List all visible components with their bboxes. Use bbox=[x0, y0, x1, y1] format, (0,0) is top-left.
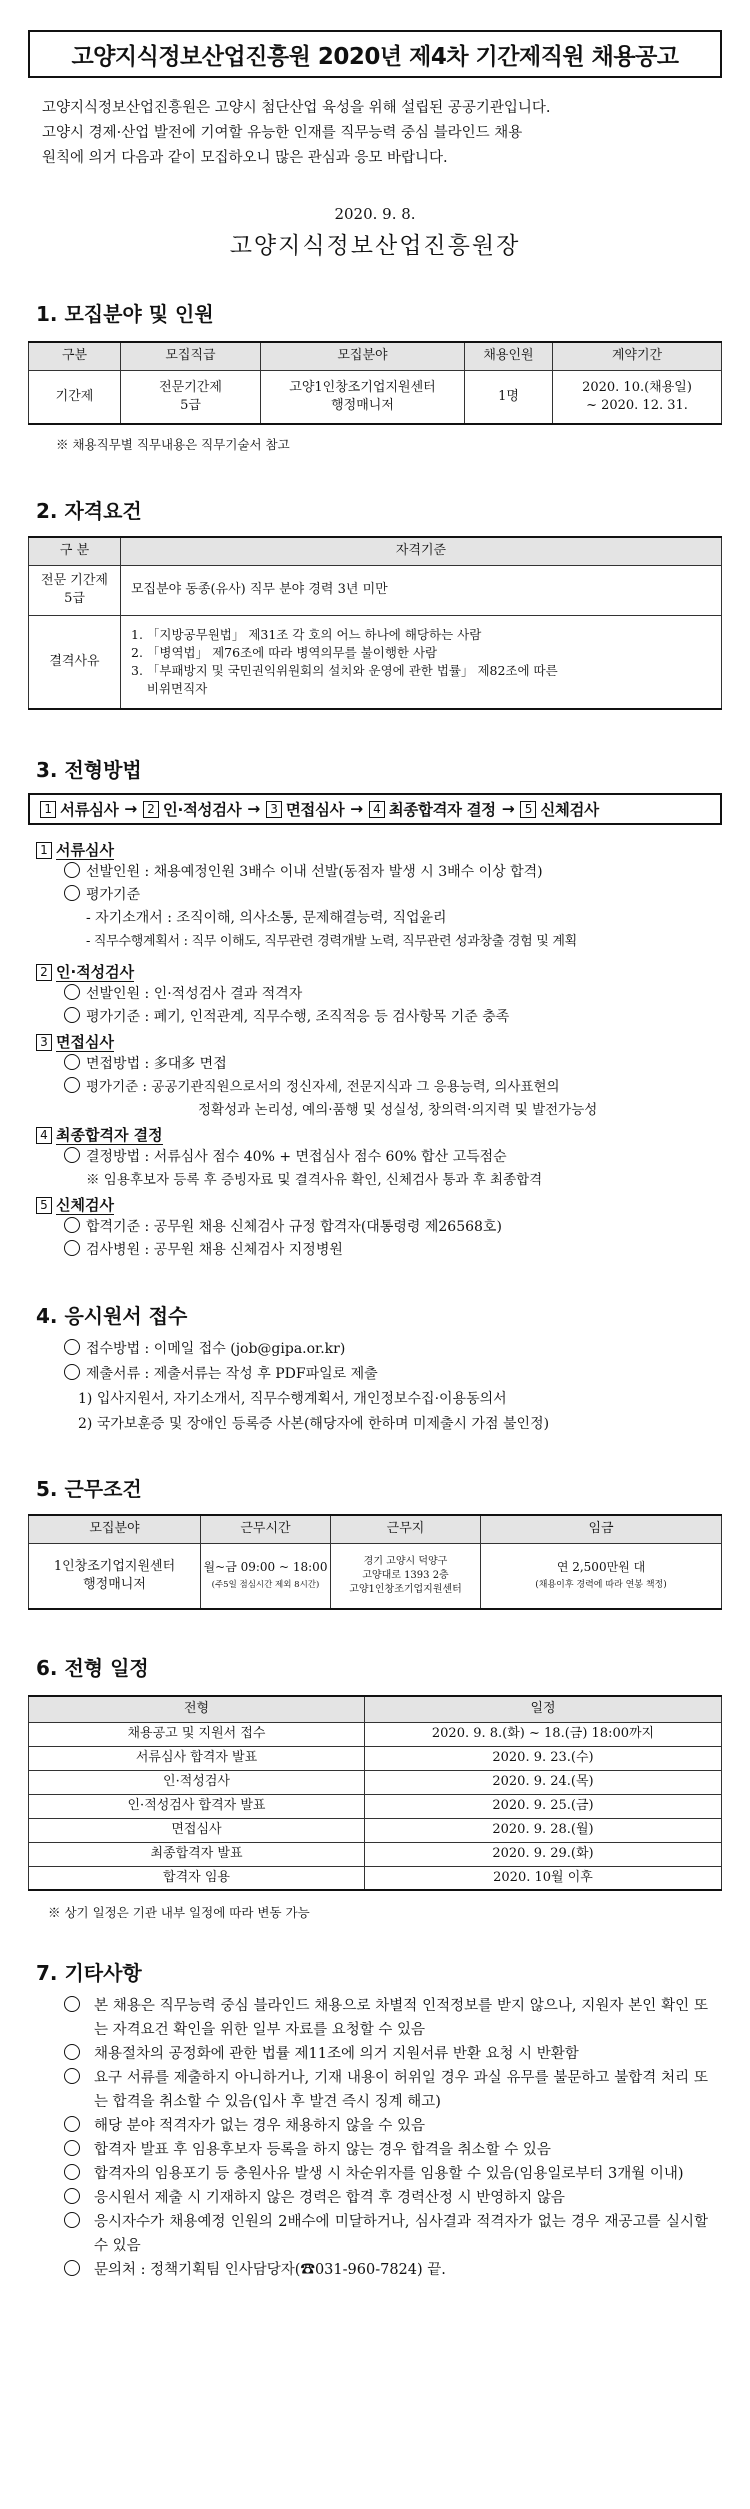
table-header: 계약기간 bbox=[553, 342, 722, 370]
section-1-title: 1. 모집분야 및 인원 bbox=[36, 302, 214, 326]
cell-line: (채용이후 경력에 따라 연봉 책정) bbox=[535, 1579, 667, 1590]
circle-bullet-icon bbox=[64, 2164, 80, 2180]
table-cell: 면접심사 bbox=[29, 1818, 365, 1842]
table-cell bbox=[121, 615, 722, 709]
cell-line: 고양대로 1393 2층 bbox=[362, 1569, 449, 1581]
flow-step: 신체검사 bbox=[540, 801, 599, 819]
stage-title: 면접심사 bbox=[56, 1033, 114, 1051]
cell-line: 월~금 09:00 ~ 18:00 bbox=[203, 1559, 328, 1574]
item-text: 합격자의 임용포기 등 충원사유 발생 시 차순위자를 임용할 수 있음(임용일로부터 3개월 이내) bbox=[94, 2166, 684, 2182]
table-header: 구 분 bbox=[29, 537, 121, 565]
step-number: 5 bbox=[36, 1197, 52, 1214]
cell-line: 전문 기간제 bbox=[41, 573, 108, 588]
stage-aptitude-test bbox=[28, 961, 722, 1029]
stage-final-decision bbox=[28, 1124, 722, 1192]
item-text: 응시자수가 채용예정 인원의 2배수에 미달하거나, 심사결과 적격자가 없는 경우 재공고를 실시할 수 있음 bbox=[94, 2214, 708, 2254]
circle-bullet-icon bbox=[64, 1240, 80, 1256]
circle-bullet-icon bbox=[64, 1077, 80, 1093]
stage-interview bbox=[28, 1031, 722, 1122]
table-cell bbox=[553, 370, 722, 424]
stage-line bbox=[64, 861, 722, 884]
table-cell bbox=[261, 370, 465, 424]
stage-physical-exam bbox=[28, 1194, 722, 1262]
cell-line: 경기 고양시 덕양구 bbox=[363, 1555, 448, 1567]
cell-line: 1인창조기업지원센터 bbox=[53, 1558, 176, 1574]
table-cell bbox=[121, 370, 261, 424]
cell-line: 2020. 10.(채용일) bbox=[582, 379, 692, 395]
stage-line: 정확성과 논리성, 예의·품행 및 성실성, 창의력·의지력 및 발전가능성 bbox=[198, 1102, 598, 1118]
item-text: 해당 분야 적격자가 없는 경우 채용하지 않을 수 있음 bbox=[94, 2118, 426, 2134]
item-text: 본 채용은 직무능력 중심 블라인드 채용으로 차별적 인적정보를 받지 않으나, 지원자 본인 확인 또는 자격요건 확인을 위한 일부 자료를 요청할 수 있음 bbox=[94, 1998, 708, 2038]
circle-bullet-icon bbox=[64, 2188, 80, 2204]
schedule-table bbox=[28, 1695, 722, 1891]
table-row bbox=[29, 1794, 722, 1818]
list-item bbox=[64, 2066, 708, 2114]
table-header: 채용인원 bbox=[465, 342, 553, 370]
other-notes-list bbox=[64, 1994, 708, 2282]
table-cell: 2020. 9. 29.(화) bbox=[365, 1842, 722, 1866]
stage-title: 인·적성검사 bbox=[56, 963, 135, 981]
table-cell: 서류심사 합격자 발표 bbox=[29, 1746, 365, 1770]
step-number: 4 bbox=[369, 801, 385, 818]
item-text: 응시원서 제출 시 기재하지 않은 경력은 합격 후 경력산정 시 반영하지 않음 bbox=[94, 2190, 565, 2206]
list-item bbox=[64, 2186, 708, 2210]
application-line: 2) 국가보훈증 및 장애인 등록증 사본(해당자에 한하며 미제출시 가점 불인정) bbox=[78, 1416, 550, 1432]
step-number: 5 bbox=[520, 801, 536, 818]
table-header: 모집직급 bbox=[121, 342, 261, 370]
list-item bbox=[64, 2210, 708, 2258]
stage-document-review bbox=[28, 839, 722, 953]
circle-bullet-icon bbox=[64, 1339, 80, 1355]
item-text: 합격자 발표 후 임용후보자 등록을 하지 않는 경우 합격을 취소할 수 있음 bbox=[94, 2142, 551, 2158]
organization-name: 고양지식정보산업진흥원장 bbox=[229, 233, 521, 259]
cell-line: 고양1인창조기업지원센터 bbox=[289, 379, 436, 395]
arrow-icon: → bbox=[350, 800, 363, 818]
table-cell: 2020. 9. 24.(목) bbox=[365, 1770, 722, 1794]
step-number: 1 bbox=[36, 842, 52, 859]
list-item bbox=[64, 2258, 708, 2282]
stage-title: 서류심사 bbox=[56, 841, 114, 859]
section-5-title: 5. 근무조건 bbox=[36, 1477, 142, 1501]
section-1-note: ※ 채용직무별 직무내용은 직무기술서 참고 bbox=[56, 437, 290, 452]
page-title: 고양지식정보산업진흥원 2020년 제4차 기간제직원 채용공고 bbox=[71, 43, 679, 70]
announcement-date: 2020. 9. 8. bbox=[334, 205, 416, 223]
step-number: 2 bbox=[143, 801, 159, 818]
stage-heading bbox=[36, 1194, 722, 1216]
circle-bullet-icon bbox=[64, 1996, 80, 2012]
line-text: 제출서류 : 제출서류는 작성 후 PDF파일로 제출 bbox=[86, 1366, 378, 1382]
stage-heading bbox=[36, 961, 722, 983]
circle-bullet-icon bbox=[64, 2068, 80, 2084]
cell-line: 고양1인창조기업지원센터 bbox=[349, 1583, 462, 1595]
circle-bullet-icon bbox=[64, 2260, 80, 2276]
table-row bbox=[29, 1818, 722, 1842]
qualification-table bbox=[28, 536, 722, 710]
cell-line: 5급 bbox=[180, 397, 201, 413]
circle-bullet-icon bbox=[64, 1054, 80, 1070]
circle-bullet-icon bbox=[64, 1217, 80, 1233]
cell-line: 연 2,500만원 대 bbox=[556, 1559, 646, 1574]
stage-heading bbox=[36, 1031, 722, 1053]
cell-line: 행정매니저 bbox=[83, 1576, 146, 1592]
stage-line bbox=[64, 1216, 722, 1239]
table-row bbox=[29, 370, 722, 424]
line-text: 합격기준 : 공무원 채용 신체검사 규정 합격자(대통령령 제26568호) bbox=[86, 1219, 502, 1235]
step-number: 4 bbox=[36, 1127, 52, 1144]
cell-line: (주5일 점심시간 제외 8시간) bbox=[211, 1579, 320, 1590]
list-item bbox=[64, 2162, 708, 2186]
stage-line bbox=[64, 1146, 722, 1169]
flow-step: 인·적성검사 bbox=[162, 801, 242, 819]
flow-step: 서류심사 bbox=[60, 801, 119, 819]
line-text: 평가기준 : 폐기, 인적관계, 직무수행, 조직적응 등 검사항목 기준 충족 bbox=[86, 1009, 510, 1025]
arrow-icon: → bbox=[501, 800, 515, 818]
table-header: 근무시간 bbox=[201, 1515, 331, 1543]
table-header: 모집분야 bbox=[29, 1515, 201, 1543]
arrow-icon: → bbox=[247, 800, 260, 818]
table-row bbox=[29, 615, 722, 709]
table-row bbox=[29, 1842, 722, 1866]
working-conditions-table bbox=[28, 1514, 722, 1610]
line-text: 평가기준 bbox=[86, 887, 141, 903]
table-header: 임금 bbox=[481, 1515, 722, 1543]
stage-title: 최종합격자 결정 bbox=[56, 1126, 163, 1144]
cell-line: 행정매니저 bbox=[331, 397, 394, 413]
circle-bullet-icon bbox=[64, 2044, 80, 2060]
circle-bullet-icon bbox=[64, 2116, 80, 2132]
circle-bullet-icon bbox=[64, 2140, 80, 2156]
table-header: 일정 bbox=[365, 1696, 722, 1722]
stage-note: ※ 임용후보자 등록 후 증빙자료 및 결격사유 확인, 신체검사 통과 후 최종합격 bbox=[86, 1172, 543, 1188]
line-text: 면접방법 : 多대多 면접 bbox=[86, 1056, 227, 1072]
circle-bullet-icon bbox=[64, 885, 80, 901]
flow-step: 최종합격자 결정 bbox=[388, 801, 496, 819]
stage-line bbox=[64, 1239, 722, 1262]
cell-line: 3. 「부패방지 및 국민권익위원회의 설치와 운영에 관한 법률」 제82조에 따른 bbox=[131, 662, 558, 678]
table-cell: 최종합격자 발표 bbox=[29, 1842, 365, 1866]
flow-step: 면접심사 bbox=[285, 801, 345, 819]
table-cell bbox=[29, 565, 121, 615]
stage-line: - 직무수행계획서 : 직무 이해도, 직무관련 경력개발 노력, 직무관련 성과창출 경험 및 계획 bbox=[86, 934, 577, 949]
step-number: 3 bbox=[266, 801, 282, 818]
table-cell: 2020. 9. 23.(수) bbox=[365, 1746, 722, 1770]
item-text: 문의처 : 정책기획팀 인사담당자(☎031-960-7824) 끝. bbox=[94, 2262, 446, 2278]
line-text: 검사병원 : 공무원 채용 신체검사 지정병원 bbox=[86, 1242, 343, 1258]
section-6-title: 6. 전형 일정 bbox=[36, 1656, 149, 1680]
cell-line: 1. 「지방공무원법」 제31조 각 호의 어느 하나에 해당하는 사람 bbox=[131, 626, 482, 642]
step-number: 3 bbox=[36, 1034, 52, 1051]
circle-bullet-icon bbox=[64, 1147, 80, 1163]
cell-line: 전문기간제 bbox=[159, 379, 222, 395]
table-cell: 모집분야 동종(유사) 직무 분야 경력 3년 미만 bbox=[121, 565, 722, 615]
application-line: 1) 입사지원서, 자기소개서, 직무수행계획서, 개인정보수집·이용동의서 bbox=[78, 1391, 507, 1407]
stage-line bbox=[64, 1076, 722, 1099]
application-line bbox=[64, 1362, 722, 1387]
table-cell: 기간제 bbox=[29, 370, 121, 424]
table-cell: 인·적성검사 bbox=[29, 1770, 365, 1794]
circle-bullet-icon bbox=[64, 2212, 80, 2228]
table-row bbox=[29, 1746, 722, 1770]
table-row bbox=[29, 1770, 722, 1794]
table-cell bbox=[201, 1543, 331, 1609]
table-row bbox=[29, 1722, 722, 1746]
table-header: 근무지 bbox=[331, 1515, 481, 1543]
table-cell: 채용공고 및 지원서 접수 bbox=[29, 1722, 365, 1746]
table-cell: 1명 bbox=[465, 370, 553, 424]
intro-line: 고양지식정보산업진흥원은 고양시 첨단산업 육성을 위해 설립된 공공기관입니다. bbox=[42, 100, 551, 116]
stage-title: 신체검사 bbox=[56, 1196, 114, 1214]
arrow-icon: → bbox=[124, 800, 137, 818]
line-text: 선발인원 : 인·적성검사 결과 적격자 bbox=[86, 986, 303, 1002]
circle-bullet-icon bbox=[64, 1364, 80, 1380]
cell-line: 5급 bbox=[64, 591, 85, 606]
stage-line: - 자기소개서 : 조직이해, 의사소통, 문제해결능력, 직업윤리 bbox=[86, 910, 447, 926]
table-row bbox=[29, 1543, 722, 1609]
section-3-title: 3. 전형방법 bbox=[36, 758, 142, 782]
table-cell: 2020. 9. 25.(금) bbox=[365, 1794, 722, 1818]
line-text: 선발인원 : 채용예정인원 3배수 이내 선발(동점자 발생 시 3배수 이상 합격) bbox=[86, 864, 543, 880]
section-6-note: ※ 상기 일정은 기관 내부 일정에 따라 변동 가능 bbox=[48, 1905, 310, 1920]
line-text: 접수방법 : 이메일 접수 (job@gipa.or.kr) bbox=[86, 1341, 346, 1357]
circle-bullet-icon bbox=[64, 984, 80, 1000]
table-row bbox=[29, 565, 722, 615]
table-header: 구분 bbox=[29, 342, 121, 370]
list-item bbox=[64, 1994, 708, 2042]
section-4-title: 4. 응시원서 접수 bbox=[36, 1304, 188, 1328]
stage-line bbox=[64, 884, 722, 907]
intro-line: 고양시 경제·산업 발전에 기여할 유능한 인재를 직무능력 중심 블라인드 채용 bbox=[42, 125, 523, 141]
cell-line: 비위면직자 bbox=[131, 680, 208, 696]
stage-line bbox=[64, 1053, 722, 1076]
table-cell bbox=[481, 1543, 722, 1609]
section-2-title: 2. 자격요건 bbox=[36, 499, 142, 523]
circle-bullet-icon bbox=[64, 862, 80, 878]
selection-flow bbox=[28, 793, 722, 825]
table-cell bbox=[29, 1543, 201, 1609]
stage-line bbox=[64, 983, 722, 1006]
step-number: 1 bbox=[40, 801, 56, 818]
stage-heading bbox=[36, 839, 722, 861]
intro-line: 원칙에 의거 다음과 같이 모집하오니 많은 관심과 응모 바랍니다. bbox=[42, 150, 448, 166]
list-item bbox=[64, 2138, 708, 2162]
table-header: 모집분야 bbox=[261, 342, 465, 370]
item-text: 요구 서류를 제출하지 아니하거나, 기재 내용이 허위일 경우 과실 유무를 불문하고 불합격 처리 또는 합격을 취소할 수 있음(입사 후 발견 즉시 징계 해고) bbox=[94, 2070, 708, 2110]
title-box bbox=[28, 30, 722, 78]
table-header: 전형 bbox=[29, 1696, 365, 1722]
item-text: 채용절차의 공정화에 관한 법률 제11조에 의거 지원서류 반환 요청 시 반환함 bbox=[94, 2046, 579, 2062]
cell-line: ~ 2020. 12. 31. bbox=[586, 397, 688, 413]
application-details bbox=[28, 1337, 722, 1437]
stage-heading bbox=[36, 1124, 722, 1146]
table-cell: 합격자 임용 bbox=[29, 1866, 365, 1890]
table-cell: 2020. 9. 28.(월) bbox=[365, 1818, 722, 1842]
table-cell bbox=[331, 1543, 481, 1609]
table-cell: 결격사유 bbox=[29, 615, 121, 709]
table-cell: 2020. 10월 이후 bbox=[365, 1866, 722, 1890]
list-item bbox=[64, 2042, 708, 2066]
table-cell: 인·적성검사 합격자 발표 bbox=[29, 1794, 365, 1818]
circle-bullet-icon bbox=[64, 1007, 80, 1023]
line-text: 결정방법 : 서류심사 점수 40% + 면접심사 점수 60% 합산 고득점순 bbox=[86, 1149, 507, 1165]
stage-line bbox=[64, 1006, 722, 1029]
step-number: 2 bbox=[36, 964, 52, 981]
line-text: 평가기준 : 공공기관직원으로서의 정신자세, 전문지식과 그 응용능력, 의사표현의 bbox=[86, 1079, 560, 1095]
application-line bbox=[64, 1337, 722, 1362]
section-7-title: 7. 기타사항 bbox=[36, 1961, 142, 1985]
table-cell: 2020. 9. 8.(화) ~ 18.(금) 18:00까지 bbox=[365, 1722, 722, 1746]
list-item bbox=[64, 2114, 708, 2138]
table-header: 자격기준 bbox=[121, 537, 722, 565]
intro-paragraph bbox=[28, 96, 722, 171]
recruitment-table bbox=[28, 341, 722, 425]
cell-line: 2. 「병역법」 제76조에 따라 병역의무를 불이행한 사람 bbox=[131, 644, 438, 660]
table-row bbox=[29, 1866, 722, 1890]
